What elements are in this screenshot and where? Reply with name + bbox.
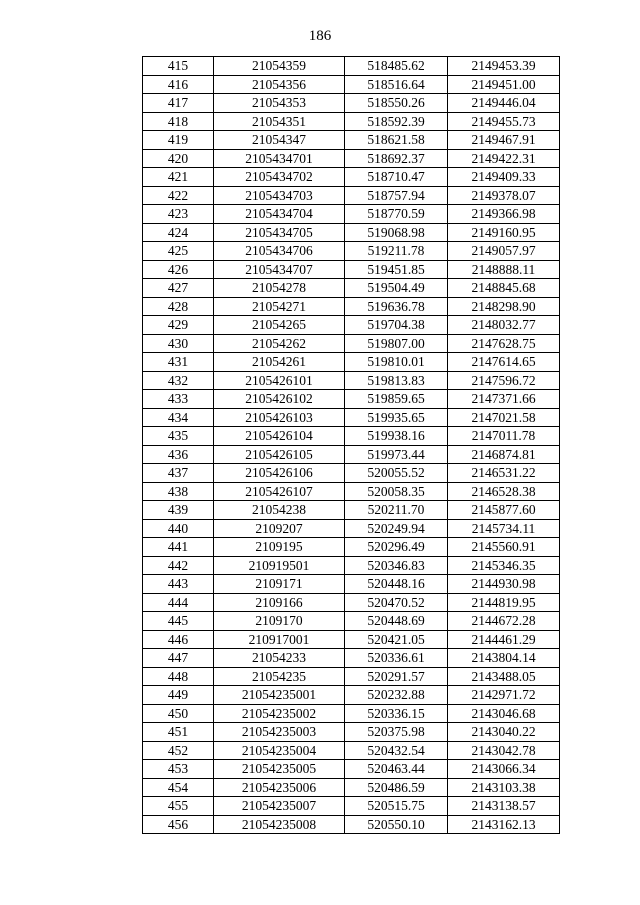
table-row xyxy=(143,667,560,686)
row-number-cell: 443 xyxy=(143,575,214,594)
point-id-cell: 21054235007 xyxy=(214,797,345,816)
x-coordinate-cell: 519704.38 xyxy=(345,316,448,335)
x-coordinate-cell: 518710.47 xyxy=(345,168,448,187)
y-coordinate-cell: 2143046.68 xyxy=(448,704,560,723)
y-coordinate-cell: 2149453.39 xyxy=(448,57,560,76)
row-number-cell: 433 xyxy=(143,390,214,409)
row-number-cell: 417 xyxy=(143,94,214,113)
table-row xyxy=(143,260,560,279)
row-number-cell: 454 xyxy=(143,778,214,797)
table-row xyxy=(143,186,560,205)
x-coordinate-cell: 519813.83 xyxy=(345,371,448,390)
table-row xyxy=(143,649,560,668)
row-number-cell: 436 xyxy=(143,445,214,464)
x-coordinate-cell: 518692.37 xyxy=(345,149,448,168)
row-number-cell: 416 xyxy=(143,75,214,94)
y-coordinate-cell: 2144819.95 xyxy=(448,593,560,612)
table-row xyxy=(143,501,560,520)
x-coordinate-cell: 520463.44 xyxy=(345,760,448,779)
row-number-cell: 456 xyxy=(143,815,214,834)
x-coordinate-cell: 520055.52 xyxy=(345,464,448,483)
point-id-cell: 2105426102 xyxy=(214,390,345,409)
row-number-cell: 450 xyxy=(143,704,214,723)
y-coordinate-cell: 2143138.57 xyxy=(448,797,560,816)
row-number-cell: 428 xyxy=(143,297,214,316)
x-coordinate-cell: 519935.65 xyxy=(345,408,448,427)
point-id-cell: 2109195 xyxy=(214,538,345,557)
table-row xyxy=(143,57,560,76)
table-row xyxy=(143,575,560,594)
y-coordinate-cell: 2147371.66 xyxy=(448,390,560,409)
point-id-cell: 21054351 xyxy=(214,112,345,131)
table-row xyxy=(143,371,560,390)
row-number-cell: 421 xyxy=(143,168,214,187)
x-coordinate-cell: 518485.62 xyxy=(345,57,448,76)
row-number-cell: 448 xyxy=(143,667,214,686)
y-coordinate-cell: 2149446.04 xyxy=(448,94,560,113)
y-coordinate-cell: 2144672.28 xyxy=(448,612,560,631)
point-id-cell: 2105434706 xyxy=(214,242,345,261)
point-id-cell: 2109170 xyxy=(214,612,345,631)
table-row xyxy=(143,612,560,631)
page-number: 186 xyxy=(308,28,332,44)
row-number-cell: 420 xyxy=(143,149,214,168)
point-id-cell: 21054235008 xyxy=(214,815,345,834)
row-number-cell: 446 xyxy=(143,630,214,649)
y-coordinate-cell: 2146531.22 xyxy=(448,464,560,483)
y-coordinate-cell: 2142971.72 xyxy=(448,686,560,705)
y-coordinate-cell: 2147614.65 xyxy=(448,353,560,372)
point-id-cell: 2105426105 xyxy=(214,445,345,464)
point-id-cell: 21054235003 xyxy=(214,723,345,742)
table-row xyxy=(143,390,560,409)
x-coordinate-cell: 519451.85 xyxy=(345,260,448,279)
x-coordinate-cell: 519859.65 xyxy=(345,390,448,409)
x-coordinate-cell: 519807.00 xyxy=(345,334,448,353)
y-coordinate-cell: 2148888.11 xyxy=(448,260,560,279)
row-number-cell: 424 xyxy=(143,223,214,242)
y-coordinate-cell: 2143103.38 xyxy=(448,778,560,797)
x-coordinate-cell: 520211.70 xyxy=(345,501,448,520)
y-coordinate-cell: 2149409.33 xyxy=(448,168,560,187)
point-id-cell: 2105434703 xyxy=(214,186,345,205)
table-row xyxy=(143,556,560,575)
x-coordinate-cell: 518516.64 xyxy=(345,75,448,94)
row-number-cell: 422 xyxy=(143,186,214,205)
table-body xyxy=(143,57,560,834)
point-id-cell: 2105426101 xyxy=(214,371,345,390)
row-number-cell: 423 xyxy=(143,205,214,224)
row-number-cell: 430 xyxy=(143,334,214,353)
point-id-cell: 21054265 xyxy=(214,316,345,335)
row-number-cell: 453 xyxy=(143,760,214,779)
y-coordinate-cell: 2149455.73 xyxy=(448,112,560,131)
x-coordinate-cell: 520486.59 xyxy=(345,778,448,797)
row-number-cell: 419 xyxy=(143,131,214,150)
table-row xyxy=(143,75,560,94)
row-number-cell: 437 xyxy=(143,464,214,483)
table-row xyxy=(143,704,560,723)
y-coordinate-cell: 2147596.72 xyxy=(448,371,560,390)
y-coordinate-cell: 2149160.95 xyxy=(448,223,560,242)
point-id-cell: 2105434702 xyxy=(214,168,345,187)
table-row xyxy=(143,445,560,464)
x-coordinate-cell: 520432.54 xyxy=(345,741,448,760)
x-coordinate-cell: 519636.78 xyxy=(345,297,448,316)
table-row xyxy=(143,686,560,705)
table-row xyxy=(143,205,560,224)
row-number-cell: 427 xyxy=(143,279,214,298)
point-id-cell: 21054347 xyxy=(214,131,345,150)
row-number-cell: 432 xyxy=(143,371,214,390)
x-coordinate-cell: 520448.69 xyxy=(345,612,448,631)
y-coordinate-cell: 2143066.34 xyxy=(448,760,560,779)
row-number-cell: 415 xyxy=(143,57,214,76)
y-coordinate-cell: 2148845.68 xyxy=(448,279,560,298)
x-coordinate-cell: 520232.88 xyxy=(345,686,448,705)
point-id-cell: 21054235001 xyxy=(214,686,345,705)
table-row xyxy=(143,316,560,335)
table-row xyxy=(143,482,560,501)
y-coordinate-cell: 2149422.31 xyxy=(448,149,560,168)
row-number-cell: 418 xyxy=(143,112,214,131)
point-id-cell: 21054235006 xyxy=(214,778,345,797)
row-number-cell: 451 xyxy=(143,723,214,742)
x-coordinate-cell: 520346.83 xyxy=(345,556,448,575)
y-coordinate-cell: 2149366.98 xyxy=(448,205,560,224)
y-coordinate-cell: 2143804.14 xyxy=(448,649,560,668)
point-id-cell: 2105426106 xyxy=(214,464,345,483)
row-number-cell: 431 xyxy=(143,353,214,372)
y-coordinate-cell: 2145346.35 xyxy=(448,556,560,575)
y-coordinate-cell: 2144930.98 xyxy=(448,575,560,594)
point-id-cell: 21054233 xyxy=(214,649,345,668)
point-id-cell: 21054356 xyxy=(214,75,345,94)
point-id-cell: 2105426103 xyxy=(214,408,345,427)
row-number-cell: 438 xyxy=(143,482,214,501)
table-row xyxy=(143,131,560,150)
table-row xyxy=(143,778,560,797)
table-row xyxy=(143,519,560,538)
x-coordinate-cell: 518550.26 xyxy=(345,94,448,113)
table-row xyxy=(143,593,560,612)
row-number-cell: 444 xyxy=(143,593,214,612)
x-coordinate-cell: 520550.10 xyxy=(345,815,448,834)
point-id-cell: 21054235 xyxy=(214,667,345,686)
table-row xyxy=(143,242,560,261)
table-row xyxy=(143,168,560,187)
table-row xyxy=(143,94,560,113)
row-number-cell: 449 xyxy=(143,686,214,705)
row-number-cell: 425 xyxy=(143,242,214,261)
x-coordinate-cell: 519938.16 xyxy=(345,427,448,446)
y-coordinate-cell: 2147011.78 xyxy=(448,427,560,446)
row-number-cell: 439 xyxy=(143,501,214,520)
table-row xyxy=(143,797,560,816)
x-coordinate-cell: 519504.49 xyxy=(345,279,448,298)
row-number-cell: 447 xyxy=(143,649,214,668)
table-row xyxy=(143,149,560,168)
point-id-cell: 2105426107 xyxy=(214,482,345,501)
y-coordinate-cell: 2145560.91 xyxy=(448,538,560,557)
x-coordinate-cell: 520375.98 xyxy=(345,723,448,742)
x-coordinate-cell: 520296.49 xyxy=(345,538,448,557)
point-id-cell: 210917001 xyxy=(214,630,345,649)
coordinate-table xyxy=(142,56,560,834)
y-coordinate-cell: 2145877.60 xyxy=(448,501,560,520)
table-row xyxy=(143,538,560,557)
table-row xyxy=(143,630,560,649)
y-coordinate-cell: 2143488.05 xyxy=(448,667,560,686)
point-id-cell: 21054271 xyxy=(214,297,345,316)
y-coordinate-cell: 2147021.58 xyxy=(448,408,560,427)
row-number-cell: 452 xyxy=(143,741,214,760)
y-coordinate-cell: 2145734.11 xyxy=(448,519,560,538)
point-id-cell: 2109166 xyxy=(214,593,345,612)
table-row xyxy=(143,353,560,372)
point-id-cell: 2109207 xyxy=(214,519,345,538)
point-id-cell: 21054235004 xyxy=(214,741,345,760)
y-coordinate-cell: 2146874.81 xyxy=(448,445,560,464)
y-coordinate-cell: 2143040.22 xyxy=(448,723,560,742)
y-coordinate-cell: 2148298.90 xyxy=(448,297,560,316)
row-number-cell: 435 xyxy=(143,427,214,446)
table-row xyxy=(143,279,560,298)
y-coordinate-cell: 2146528.38 xyxy=(448,482,560,501)
point-id-cell: 2109171 xyxy=(214,575,345,594)
row-number-cell: 445 xyxy=(143,612,214,631)
point-id-cell: 21054353 xyxy=(214,94,345,113)
x-coordinate-cell: 519068.98 xyxy=(345,223,448,242)
y-coordinate-cell: 2148032.77 xyxy=(448,316,560,335)
table-row xyxy=(143,297,560,316)
point-id-cell: 21054261 xyxy=(214,353,345,372)
point-id-cell: 21054235002 xyxy=(214,704,345,723)
table-row xyxy=(143,760,560,779)
row-number-cell: 434 xyxy=(143,408,214,427)
table-row xyxy=(143,334,560,353)
y-coordinate-cell: 2149057.97 xyxy=(448,242,560,261)
x-coordinate-cell: 519973.44 xyxy=(345,445,448,464)
point-id-cell: 2105434705 xyxy=(214,223,345,242)
row-number-cell: 429 xyxy=(143,316,214,335)
x-coordinate-cell: 518770.59 xyxy=(345,205,448,224)
y-coordinate-cell: 2147628.75 xyxy=(448,334,560,353)
table-row xyxy=(143,223,560,242)
x-coordinate-cell: 518757.94 xyxy=(345,186,448,205)
table-row xyxy=(143,815,560,834)
x-coordinate-cell: 520470.52 xyxy=(345,593,448,612)
table-row xyxy=(143,427,560,446)
x-coordinate-cell: 518621.58 xyxy=(345,131,448,150)
point-id-cell: 2105426104 xyxy=(214,427,345,446)
x-coordinate-cell: 519810.01 xyxy=(345,353,448,372)
y-coordinate-cell: 2144461.29 xyxy=(448,630,560,649)
x-coordinate-cell: 520249.94 xyxy=(345,519,448,538)
y-coordinate-cell: 2143162.13 xyxy=(448,815,560,834)
point-id-cell: 2105434707 xyxy=(214,260,345,279)
row-number-cell: 455 xyxy=(143,797,214,816)
y-coordinate-cell: 2149451.00 xyxy=(448,75,560,94)
x-coordinate-cell: 520058.35 xyxy=(345,482,448,501)
x-coordinate-cell: 520336.15 xyxy=(345,704,448,723)
row-number-cell: 426 xyxy=(143,260,214,279)
x-coordinate-cell: 520291.57 xyxy=(345,667,448,686)
y-coordinate-cell: 2143042.78 xyxy=(448,741,560,760)
row-number-cell: 442 xyxy=(143,556,214,575)
row-number-cell: 440 xyxy=(143,519,214,538)
point-id-cell: 2105434704 xyxy=(214,205,345,224)
table-row xyxy=(143,723,560,742)
point-id-cell: 21054238 xyxy=(214,501,345,520)
x-coordinate-cell: 520421.05 xyxy=(345,630,448,649)
point-id-cell: 21054235005 xyxy=(214,760,345,779)
y-coordinate-cell: 2149467.91 xyxy=(448,131,560,150)
point-id-cell: 21054278 xyxy=(214,279,345,298)
point-id-cell: 2105434701 xyxy=(214,149,345,168)
x-coordinate-cell: 520448.16 xyxy=(345,575,448,594)
x-coordinate-cell: 520336.61 xyxy=(345,649,448,668)
x-coordinate-cell: 518592.39 xyxy=(345,112,448,131)
point-id-cell: 21054262 xyxy=(214,334,345,353)
x-coordinate-cell: 519211.78 xyxy=(345,242,448,261)
y-coordinate-cell: 2149378.07 xyxy=(448,186,560,205)
point-id-cell: 210919501 xyxy=(214,556,345,575)
table-row xyxy=(143,464,560,483)
x-coordinate-cell: 520515.75 xyxy=(345,797,448,816)
point-id-cell: 21054359 xyxy=(214,57,345,76)
table-row xyxy=(143,741,560,760)
table-row xyxy=(143,112,560,131)
table-row xyxy=(143,408,560,427)
row-number-cell: 441 xyxy=(143,538,214,557)
